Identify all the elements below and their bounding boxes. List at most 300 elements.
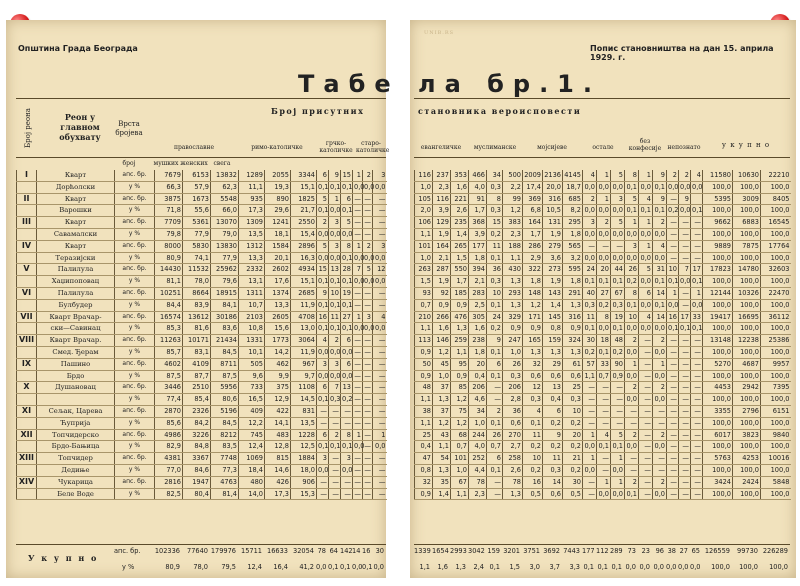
table-cell: 9 (653, 193, 667, 205)
table-cell: 14 (653, 311, 667, 323)
region-name: Хаџипоповац (37, 276, 115, 288)
table-cell: 10 (625, 311, 639, 323)
table-cell: 61 (563, 358, 583, 370)
table-cell: 1,0 (415, 252, 433, 264)
table-cell: 81,1 (155, 276, 183, 288)
table-cell: 733 (239, 382, 265, 394)
table-row (17, 358, 387, 370)
table-cell: 0,1 (341, 252, 353, 264)
region-name: Палилула (37, 287, 115, 299)
table-cell: 17 (679, 311, 691, 323)
table-row (415, 287, 791, 299)
table-cell: 1108 (291, 382, 317, 394)
table-cell: 0,0 (597, 252, 611, 264)
table-cell: 5956 (211, 382, 239, 394)
table-cell: 316 (543, 193, 563, 205)
table-cell: 422 (265, 405, 291, 417)
table-cell: 83,6 (211, 323, 239, 335)
table-cell: 7709 (155, 217, 183, 229)
total-cell: 0,1 (362, 563, 373, 571)
total-pct-type: у % (122, 563, 135, 571)
region-number: XIV (17, 476, 37, 488)
total-cell: 0,1 (611, 563, 622, 571)
table-cell: 30 (563, 476, 583, 488)
table-cell: — (625, 417, 639, 429)
table-cell: 483 (265, 429, 291, 441)
table-cell: 77,9 (211, 252, 239, 264)
table-cell: 67 (451, 476, 469, 488)
table-cell: — (373, 476, 387, 488)
table-cell: 100,0 (733, 276, 761, 288)
table-cell: 11263 (155, 335, 183, 347)
total-cell: 3,3 (569, 563, 580, 571)
table-row (415, 264, 791, 276)
table-cell: — (679, 228, 691, 240)
table-cell: 2510 (183, 382, 211, 394)
table-cell: — (679, 476, 691, 488)
total-cell: 126559 (704, 547, 730, 555)
table-cell: — (597, 464, 611, 476)
table-cell: 2 (363, 240, 373, 252)
table-cell: 0,9 (611, 370, 625, 382)
value-type: у % (115, 394, 155, 406)
table-cell: 0,0 (653, 394, 667, 406)
table-cell: 3,9 (433, 205, 451, 217)
table-cell: 100,0 (733, 441, 761, 453)
table-cell: 0,1 (487, 370, 503, 382)
table-cell: — (653, 405, 667, 417)
table-cell: — (363, 464, 373, 476)
table-cell: 2685 (291, 287, 317, 299)
table-cell: 0,0 (353, 181, 363, 193)
table-cell: 13 (543, 382, 563, 394)
table-cell: 3 (317, 453, 329, 465)
table-cell: 101 (415, 240, 433, 252)
value-type: апс. бр. (115, 453, 155, 465)
table-cell: 177 (469, 240, 487, 252)
table-cell: 2 (329, 429, 341, 441)
table-cell: 25 (563, 382, 583, 394)
total-cell: 16633 (267, 547, 288, 555)
table-cell: 100,0 (761, 370, 791, 382)
total-cell: 1,6 (437, 563, 448, 571)
table-row (17, 240, 387, 252)
table-cell: 3,6 (543, 252, 563, 264)
table-cell: 0,0 (373, 323, 387, 335)
table-cell: 375 (265, 382, 291, 394)
table-cell: 0,7 (487, 441, 503, 453)
table-cell: 100,0 (703, 299, 733, 311)
table-row (17, 217, 387, 229)
table-cell: 831 (291, 405, 317, 417)
total-cell: 0,0 (352, 563, 363, 571)
table-cell: 113 (415, 335, 433, 347)
table-row (17, 453, 387, 465)
table-cell: 80,9 (155, 252, 183, 264)
table-cell: — (639, 358, 653, 370)
table-cell: 0,0 (317, 228, 329, 240)
table-cell: — (341, 476, 353, 488)
table-cell: 1 (597, 476, 611, 488)
table-row (415, 228, 791, 240)
table-cell: 9 (317, 287, 329, 299)
table-cell: 2 (363, 170, 373, 181)
table-cell: 100,0 (761, 228, 791, 240)
table-cell: — (597, 382, 611, 394)
table-cell: — (667, 358, 679, 370)
region-name: Топчидер (37, 453, 115, 465)
table-cell: 2,1 (433, 252, 451, 264)
table-cell: 2,3 (433, 181, 451, 193)
region-name: Смед. Ђерам (37, 346, 115, 358)
table-cell: — (667, 228, 679, 240)
table-cell: 466 (469, 170, 487, 181)
table-cell: — (691, 429, 703, 441)
table-cell: 0,0 (625, 228, 639, 240)
table-cell: 18,7 (563, 181, 583, 193)
table-cell: 0,0 (353, 252, 363, 264)
table-cell: 430 (503, 264, 523, 276)
present-header-right: становника вероисповести (418, 106, 582, 116)
table-cell: 48 (415, 382, 433, 394)
table-cell: 1,0 (433, 370, 451, 382)
table-cell: 6 (341, 193, 353, 205)
table-cell: 0,9 (523, 323, 543, 335)
table-cell: 1228 (291, 429, 317, 441)
table-cell: 14 (653, 287, 667, 299)
table-cell: 316 (563, 311, 583, 323)
table-cell: 5395 (703, 193, 733, 205)
table-cell: 32 (415, 476, 433, 488)
table-cell: 3 (583, 217, 597, 229)
value-type: у % (115, 299, 155, 311)
table-cell: 0,6 (523, 370, 543, 382)
table-cell: 0,2 (625, 276, 639, 288)
table-cell: 6,8 (523, 205, 543, 217)
total-cell: 0,0 (690, 563, 701, 571)
table-cell: 11,1 (239, 181, 265, 193)
table-cell: — (691, 240, 703, 252)
table-cell: 0,1 (625, 488, 639, 500)
left-page (6, 20, 400, 578)
region-number (17, 228, 37, 240)
table-cell: 505 (239, 358, 265, 370)
table-cell: 1,6 (469, 323, 487, 335)
table-cell: 18915 (211, 287, 239, 299)
table-cell: 394 (469, 264, 487, 276)
table-cell: 14,2 (265, 346, 291, 358)
table-cell: 6 (317, 170, 329, 181)
table-cell: 0,0 (373, 441, 387, 453)
total-cell: 0,1 (328, 563, 339, 571)
table-cell: 2 (625, 429, 639, 441)
table-cell: 100,0 (761, 299, 791, 311)
table-cell: 100,0 (761, 181, 791, 193)
table-cell: 0,1 (653, 205, 667, 217)
table-cell: 0,0 (625, 441, 639, 453)
table-cell: 15 (317, 264, 329, 276)
table-cell: 8711 (211, 358, 239, 370)
table-cell: 815 (265, 453, 291, 465)
total-cell: 0,1 (583, 563, 594, 571)
table-cell: 4 (523, 405, 543, 417)
table-cell: — (373, 382, 387, 394)
table-cell: 265 (451, 240, 469, 252)
table-cell: 0,0 (597, 205, 611, 217)
table-cell: 0,9 (415, 370, 433, 382)
table-cell: — (611, 405, 625, 417)
table-cell: 4 (691, 170, 703, 181)
table-cell: 266 (433, 311, 451, 323)
table-cell: 0,4 (469, 370, 487, 382)
table-cell: 10 (329, 287, 341, 299)
table-cell: 3355 (703, 405, 733, 417)
table-cell: 1 (667, 287, 679, 299)
table-cell: 1,9 (433, 228, 451, 240)
table-cell: 3 (373, 170, 387, 181)
big-title-left: Табе (298, 70, 400, 98)
table-cell: 36 (503, 405, 523, 417)
table-cell: 80,4 (183, 488, 211, 500)
table-cell: 0,0 (583, 228, 597, 240)
table-cell: 0,1 (667, 323, 679, 335)
roman-catholic-header: римо-католичке (251, 144, 303, 151)
table-cell: — (487, 394, 503, 406)
table-cell: 0,2 (611, 346, 625, 358)
table-cell: — (363, 287, 373, 299)
table-row (415, 476, 791, 488)
region-no-header: Број реона (24, 108, 32, 148)
table-cell: — (373, 394, 387, 406)
table-cell: 3 (625, 240, 639, 252)
table-cell: 1,2 (433, 417, 451, 429)
table-cell: — (363, 382, 373, 394)
orthodox-header: православне (173, 144, 215, 151)
table-row (17, 181, 387, 193)
table-cell: 77,0 (155, 464, 183, 476)
region-name: Чукарица (37, 476, 115, 488)
table-cell: 15,1 (291, 181, 317, 193)
table-cell: 79,6 (211, 276, 239, 288)
table-cell: 29,6 (265, 205, 291, 217)
table-cell: 81,6 (183, 323, 211, 335)
total-cell: 3,7 (549, 563, 560, 571)
table-cell: 32 (523, 358, 543, 370)
table-cell: 95 (451, 358, 469, 370)
table-row (415, 181, 791, 193)
table-cell: 9,6 (239, 370, 265, 382)
table-cell: 84,6 (183, 464, 211, 476)
table-cell: 0,0 (597, 488, 611, 500)
table-cell: 14780 (733, 264, 761, 276)
region-name: Сељак, Царева (37, 405, 115, 417)
table-cell: 0,1 (597, 441, 611, 453)
table-cell: 0,1 (625, 299, 639, 311)
value-type: у % (115, 346, 155, 358)
table-cell: 1,7 (523, 228, 543, 240)
table-cell: — (691, 228, 703, 240)
table-cell: 22470 (761, 287, 791, 299)
table-cell: 9840 (761, 429, 791, 441)
table-cell: — (597, 394, 611, 406)
table-cell: 1 (639, 240, 653, 252)
table-cell: 2 (329, 335, 341, 347)
region-number: III (17, 217, 37, 229)
total-cell: 159 (487, 547, 500, 555)
table-cell: 0,0 (639, 276, 653, 288)
table-cell: 84,5 (211, 417, 239, 429)
table-cell: 0,8 (543, 323, 563, 335)
table-cell: 12238 (733, 335, 761, 347)
table-cell: — (373, 299, 387, 311)
table-cell: 2,6 (503, 464, 523, 476)
table-cell: — (691, 370, 703, 382)
table-cell: 159 (543, 335, 563, 347)
table-cell: 15,1 (291, 276, 317, 288)
table-cell: 1,1 (415, 417, 433, 429)
table-row (415, 240, 791, 252)
table-cell: — (611, 394, 625, 406)
table-cell: 4,0 (469, 181, 487, 193)
total-cell: 38 (667, 547, 676, 555)
table-cell: — (639, 370, 653, 382)
table-cell: 87,5 (155, 370, 183, 382)
total-cell: 3042 (468, 547, 485, 555)
table-cell: 1,1 (415, 394, 433, 406)
table-cell: — (667, 217, 679, 229)
table-cell: 8 (625, 170, 639, 181)
table-cell: — (667, 464, 679, 476)
table-cell: 4 (583, 170, 597, 181)
table-cell: — (329, 488, 341, 500)
present-header-left: Број присутних (271, 106, 365, 116)
table-cell: 0,1 (487, 346, 503, 358)
table-cell: — (639, 429, 653, 441)
table-row (415, 464, 791, 476)
table-cell: — (487, 382, 503, 394)
right-total-rule (414, 544, 790, 545)
table-cell: — (373, 358, 387, 370)
table-cell: 291 (563, 287, 583, 299)
table-cell: 16 (667, 311, 679, 323)
table-cell: 148 (523, 287, 543, 299)
table-cell: — (373, 488, 387, 500)
table-cell: 0,9 (451, 299, 469, 311)
table-cell: 2,3 (469, 488, 487, 500)
table-cell: 10,7 (239, 299, 265, 311)
table-cell: 100,0 (733, 323, 761, 335)
table-cell: 100,0 (761, 323, 791, 335)
table-cell: 3367 (183, 453, 211, 465)
table-cell: 87,7 (183, 370, 211, 382)
table-cell: — (653, 453, 667, 465)
table-cell: 247 (503, 335, 523, 347)
table-cell: 5 (317, 193, 329, 205)
table-cell: 12,4 (239, 441, 265, 453)
table-cell: 40 (583, 287, 597, 299)
table-cell: 0,1 (341, 276, 353, 288)
table-cell: 0,1 (341, 323, 353, 335)
table-cell: 0,9 (433, 299, 451, 311)
table-cell: 8000 (155, 240, 183, 252)
table-cell: 1,5 (451, 252, 469, 264)
table-cell: 1,0 (503, 346, 523, 358)
table-cell: 0,0 (583, 205, 597, 217)
table-cell: — (597, 453, 611, 465)
table-cell: 1673 (183, 193, 211, 205)
table-cell: 462 (265, 358, 291, 370)
table-cell: — (667, 476, 679, 488)
total-cell: 73 (627, 547, 636, 555)
table-cell: 100,0 (733, 417, 761, 429)
table-cell: — (639, 417, 653, 429)
table-cell: 13,0 (291, 323, 317, 335)
table-cell: 105 (415, 193, 433, 205)
table-cell: 11532 (183, 264, 211, 276)
table-row (17, 464, 387, 476)
table-row (415, 441, 791, 453)
table-cell: 45 (433, 358, 451, 370)
table-cell: 13612 (183, 311, 211, 323)
table-cell: 9 (543, 429, 563, 441)
table-cell: 0,6 (503, 417, 523, 429)
table-cell: 6 (487, 358, 503, 370)
table-cell: 21 (563, 453, 583, 465)
table-cell: — (353, 346, 363, 358)
table-cell: 5361 (183, 217, 211, 229)
table-cell: — (363, 335, 373, 347)
table-cell: 82,5 (155, 488, 183, 500)
table-cell: — (679, 464, 691, 476)
table-cell: 0,0 (597, 181, 611, 193)
total-cell: 0,0 (316, 563, 327, 571)
table-cell: — (679, 217, 691, 229)
table-row (415, 299, 791, 311)
total-cell: 1,1 (419, 563, 430, 571)
table-cell: — (679, 240, 691, 252)
table-cell: 100,0 (761, 276, 791, 288)
table-cell: 685 (563, 193, 583, 205)
table-cell: 100,0 (761, 205, 791, 217)
table-cell: 6 (543, 405, 563, 417)
table-cell: — (353, 405, 363, 417)
table-cell: 329 (503, 311, 523, 323)
table-cell: — (667, 441, 679, 453)
table-cell: 2,6 (451, 205, 469, 217)
table-cell: 6151 (761, 405, 791, 417)
table-cell: 2,0 (415, 205, 433, 217)
table-cell: 6153 (183, 170, 211, 181)
table-cell: 5763 (703, 453, 733, 465)
table-cell: 1,1 (415, 323, 433, 335)
table-cell: 100,0 (733, 299, 761, 311)
region-number: IX (17, 358, 37, 370)
table-row (17, 323, 387, 335)
table-cell: 1,1 (451, 346, 469, 358)
table-row (415, 276, 791, 288)
table-cell: 1,0 (451, 464, 469, 476)
region-number: I (17, 170, 37, 181)
table-cell: — (363, 217, 373, 229)
table-cell: 164 (433, 240, 451, 252)
region-name: ски—Савинац (37, 323, 115, 335)
table-cell: 12,9 (265, 394, 291, 406)
table-cell: — (691, 217, 703, 229)
table-cell: 1 (691, 287, 703, 299)
table-cell: 3064 (291, 335, 317, 347)
table-cell: 0,1 (317, 299, 329, 311)
table-cell: 13,1 (239, 276, 265, 288)
